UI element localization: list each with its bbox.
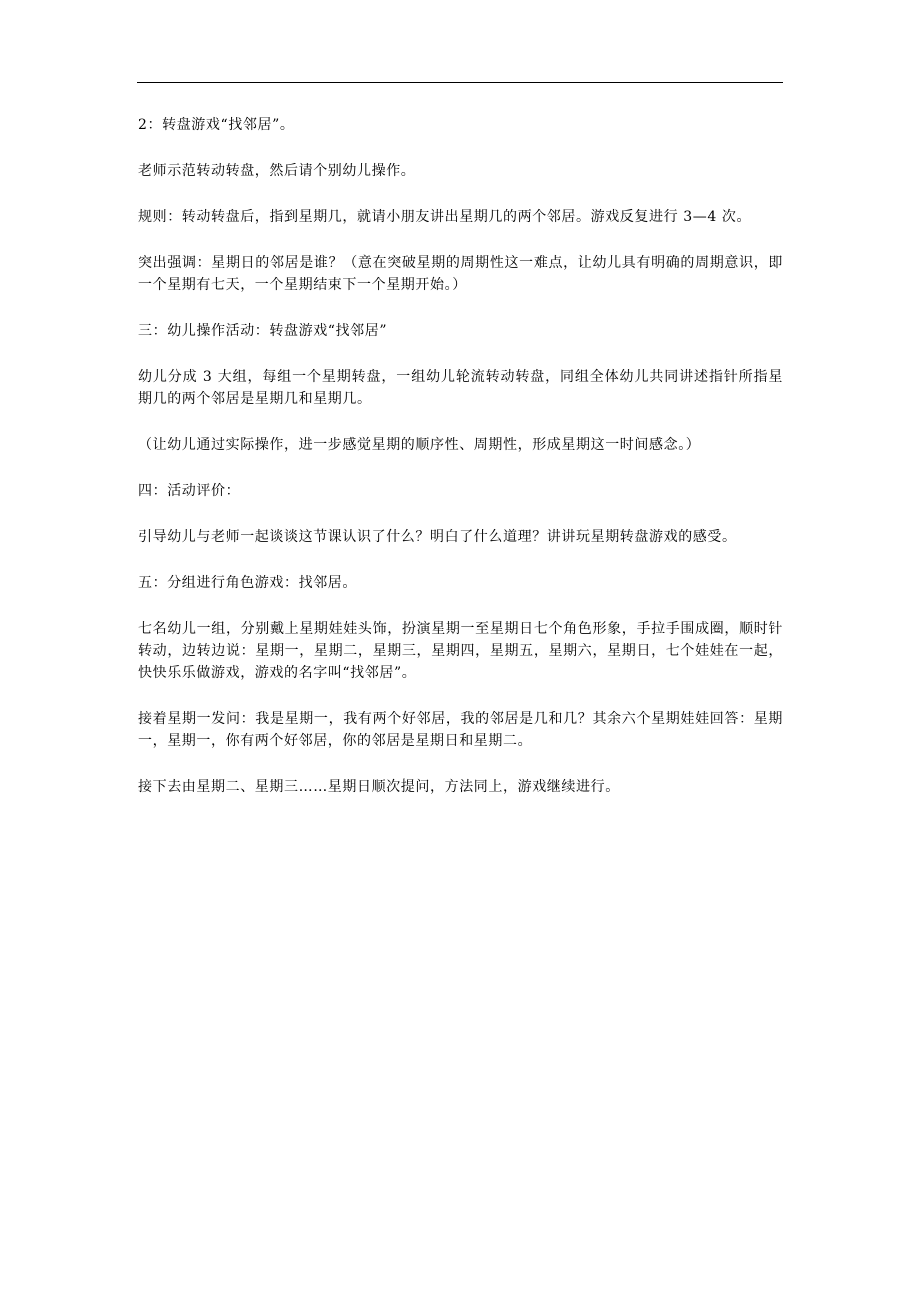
header-rule	[137, 82, 783, 83]
paragraph-9: 引导幼儿与老师一起谈谈这节课认识了什么？明白了什么道理？讲讲玩星期转盘游戏的感受。	[138, 529, 737, 545]
paragraph-6: 幼儿分成 3 大组，每组一个星期转盘，一组幼儿轮流转动转盘，同组全体幼儿共同讲述指针所指星期几的两个邻居是星期几和星期几。	[138, 369, 783, 407]
paragraph-8: 四：活动评价：	[138, 483, 241, 499]
paragraph-5: 三：幼儿操作活动：转盘游戏“找邻居”	[138, 323, 388, 339]
document-body	[138, 114, 783, 822]
paragraph-4: 突出强调：星期日的邻居是谁？（意在突破星期的周期性这一难点，让幼儿具有明确的周期意识，即一个星期有七天，一个星期结束下一个星期开始。）	[138, 255, 783, 293]
paragraph-12: 接着星期一发问：我是星期一，我有两个好邻居，我的邻居是几和几？其余六个星期娃娃回答：星期一，星期一，你有两个好邻居，你的邻居是星期日和星期二。	[138, 711, 783, 749]
paragraph-1: 2：转盘游戏“找邻居”。	[138, 117, 295, 133]
paragraph-7: （让幼儿通过实际操作，进一步感觉星期的顺序性、周期性，形成星期这一时间感念。）	[138, 437, 701, 453]
paragraph-11: 七名幼儿一组，分别戴上星期娃娃头饰，扮演星期一至星期日七个角色形象，手拉手围成圈，顺时针转动，边转边说：星期一，星期二，星期三，星期四，星期五，星期六，星期日，七个娃娃在一起，快快乐乐做游戏，游戏的名字叫“找邻居”。	[138, 621, 783, 681]
paragraph-10: 五：分组进行角色游戏：找邻居。	[138, 575, 357, 591]
paragraph-3: 规则：转动转盘后，指到星期几，就请小朋友讲出星期几的两个邻居。游戏反复进行 3—4 次。	[138, 209, 752, 225]
paragraph-13: 接下去由星期二、星期三……星期日顺次提问，方法同上，游戏继续进行。	[138, 779, 620, 795]
paragraph-2: 老师示范转动转盘，然后请个别幼儿操作。	[138, 163, 416, 179]
